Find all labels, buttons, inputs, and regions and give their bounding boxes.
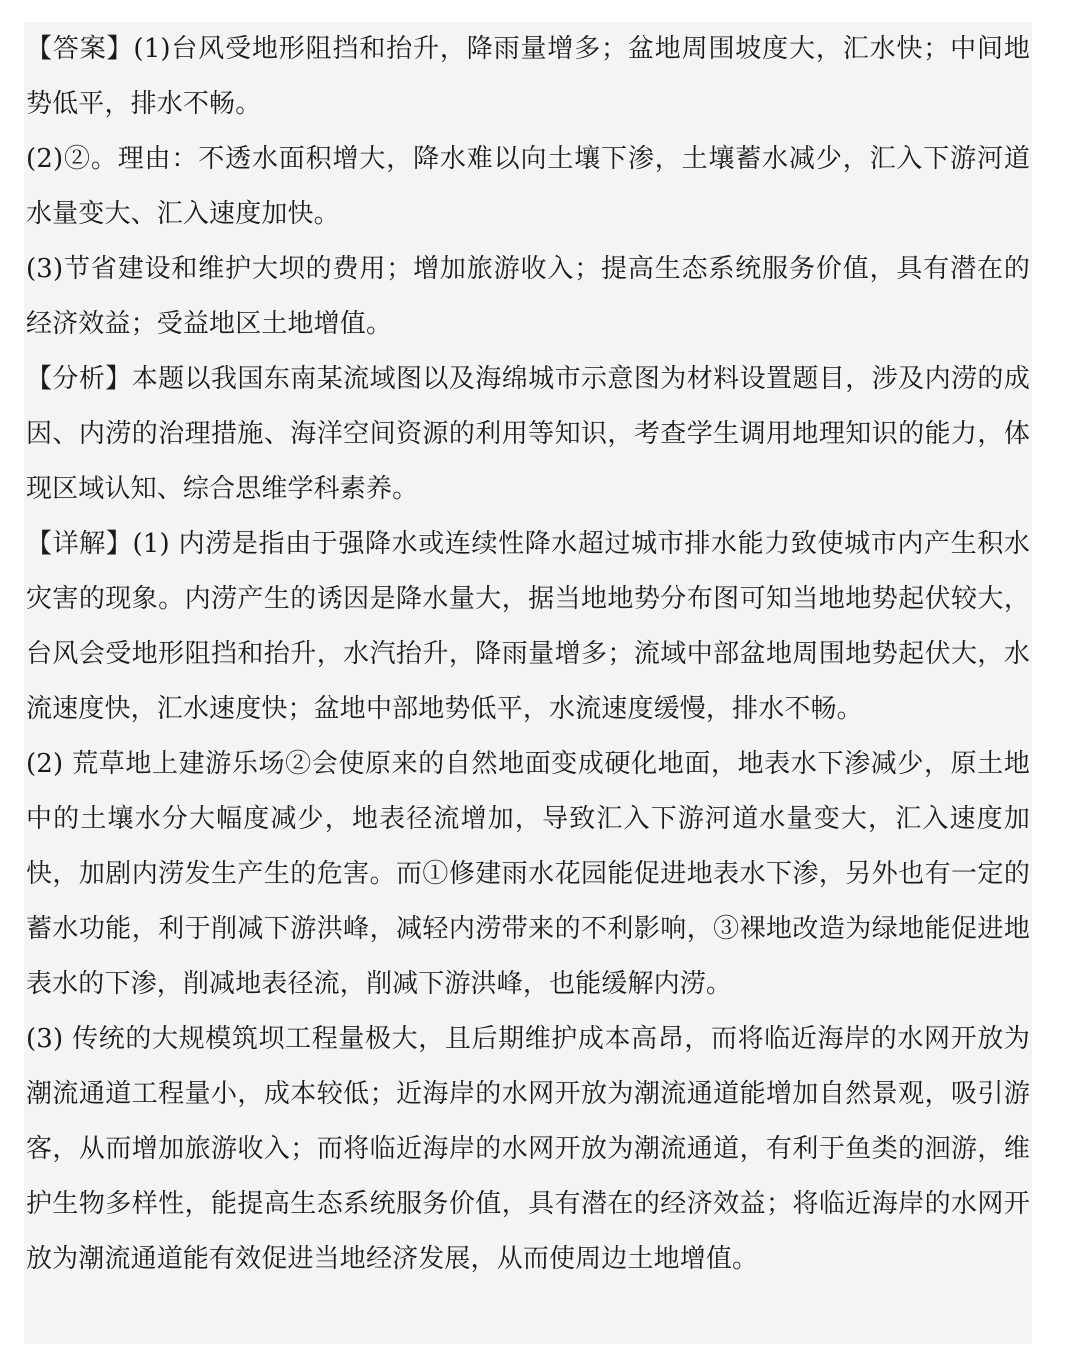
detail-paragraph-1: 【详解】(1) 内涝是指由于强降水或连续性降水超过城市排水能力致使城市内产生积水灾害的现象。内涝产生的诱因是降水量大，据当地地势分布图可知当地地势起伏较大，台风会受地形阻挡和抬升，水汽抬升，降雨量增多；流域中部盆地周围地势起伏大，水流速度快，汇水速度快；盆地中部地势低平，水流速度缓慢，排水不畅。 <box>26 529 1030 724</box>
answer-paragraph-3: (3)节省建设和维护大坝的费用；增加旅游收入；提高生态系统服务价值，具有潜在的经济效益；受益地区土地增值。 <box>26 254 1030 339</box>
detail-paragraph-2: (2) 荒草地上建游乐场②会使原来的自然地面变成硬化地面，地表水下渗减少，原土地中的土壤水分大幅度减少，地表径流增加，导致汇入下游河道水量变大，汇入速度加快，加剧内涝发生产生的危害。而①修建雨水花园能促进地表水下渗，另外也有一定的蓄水功能，利于削减下游洪峰，减轻内涝带来的不利影响，③裸地改造为绿地能促进地表水的下渗，削减地表径流，削减下游洪峰，也能缓解内涝。 <box>26 749 1030 999</box>
answer-paragraph-2: (2)②。理由：不透水面积增大，降水难以向土壤下渗，土壤蓄水减少，汇入下游河道水量变大、汇入速度加快。 <box>26 144 1030 229</box>
document-page <box>24 22 1032 1344</box>
answer-paragraph-1: 【答案】(1)台风受地形阻挡和抬升，降雨量增多；盆地周围坡度大，汇水快；中间地势低平，排水不畅。 <box>26 34 1030 119</box>
detail-paragraph-3: (3) 传统的大规模筑坝工程量极大，且后期维护成本高昂，而将临近海岸的水网开放为潮流通道工程量小，成本较低；近海岸的水网开放为潮流通道能增加自然景观，吸引游客，从而增加旅游收入；而将临近海岸的水网开放为潮流通道，有利于鱼类的洄游，维护生物多样性，能提高生态系统服务价值，具有潜在的经济效益；将临近海岸的水网开放为潮流通道能有效促进当地经济发展，从而使周边土地增值。 <box>26 1024 1030 1274</box>
analysis-paragraph: 【分析】本题以我国东南某流域图以及海绵城市示意图为材料设置题目，涉及内涝的成因、内涝的治理措施、海洋空间资源的利用等知识，考查学生调用地理知识的能力，体现区域认知、综合思维学科素养。 <box>26 364 1030 504</box>
